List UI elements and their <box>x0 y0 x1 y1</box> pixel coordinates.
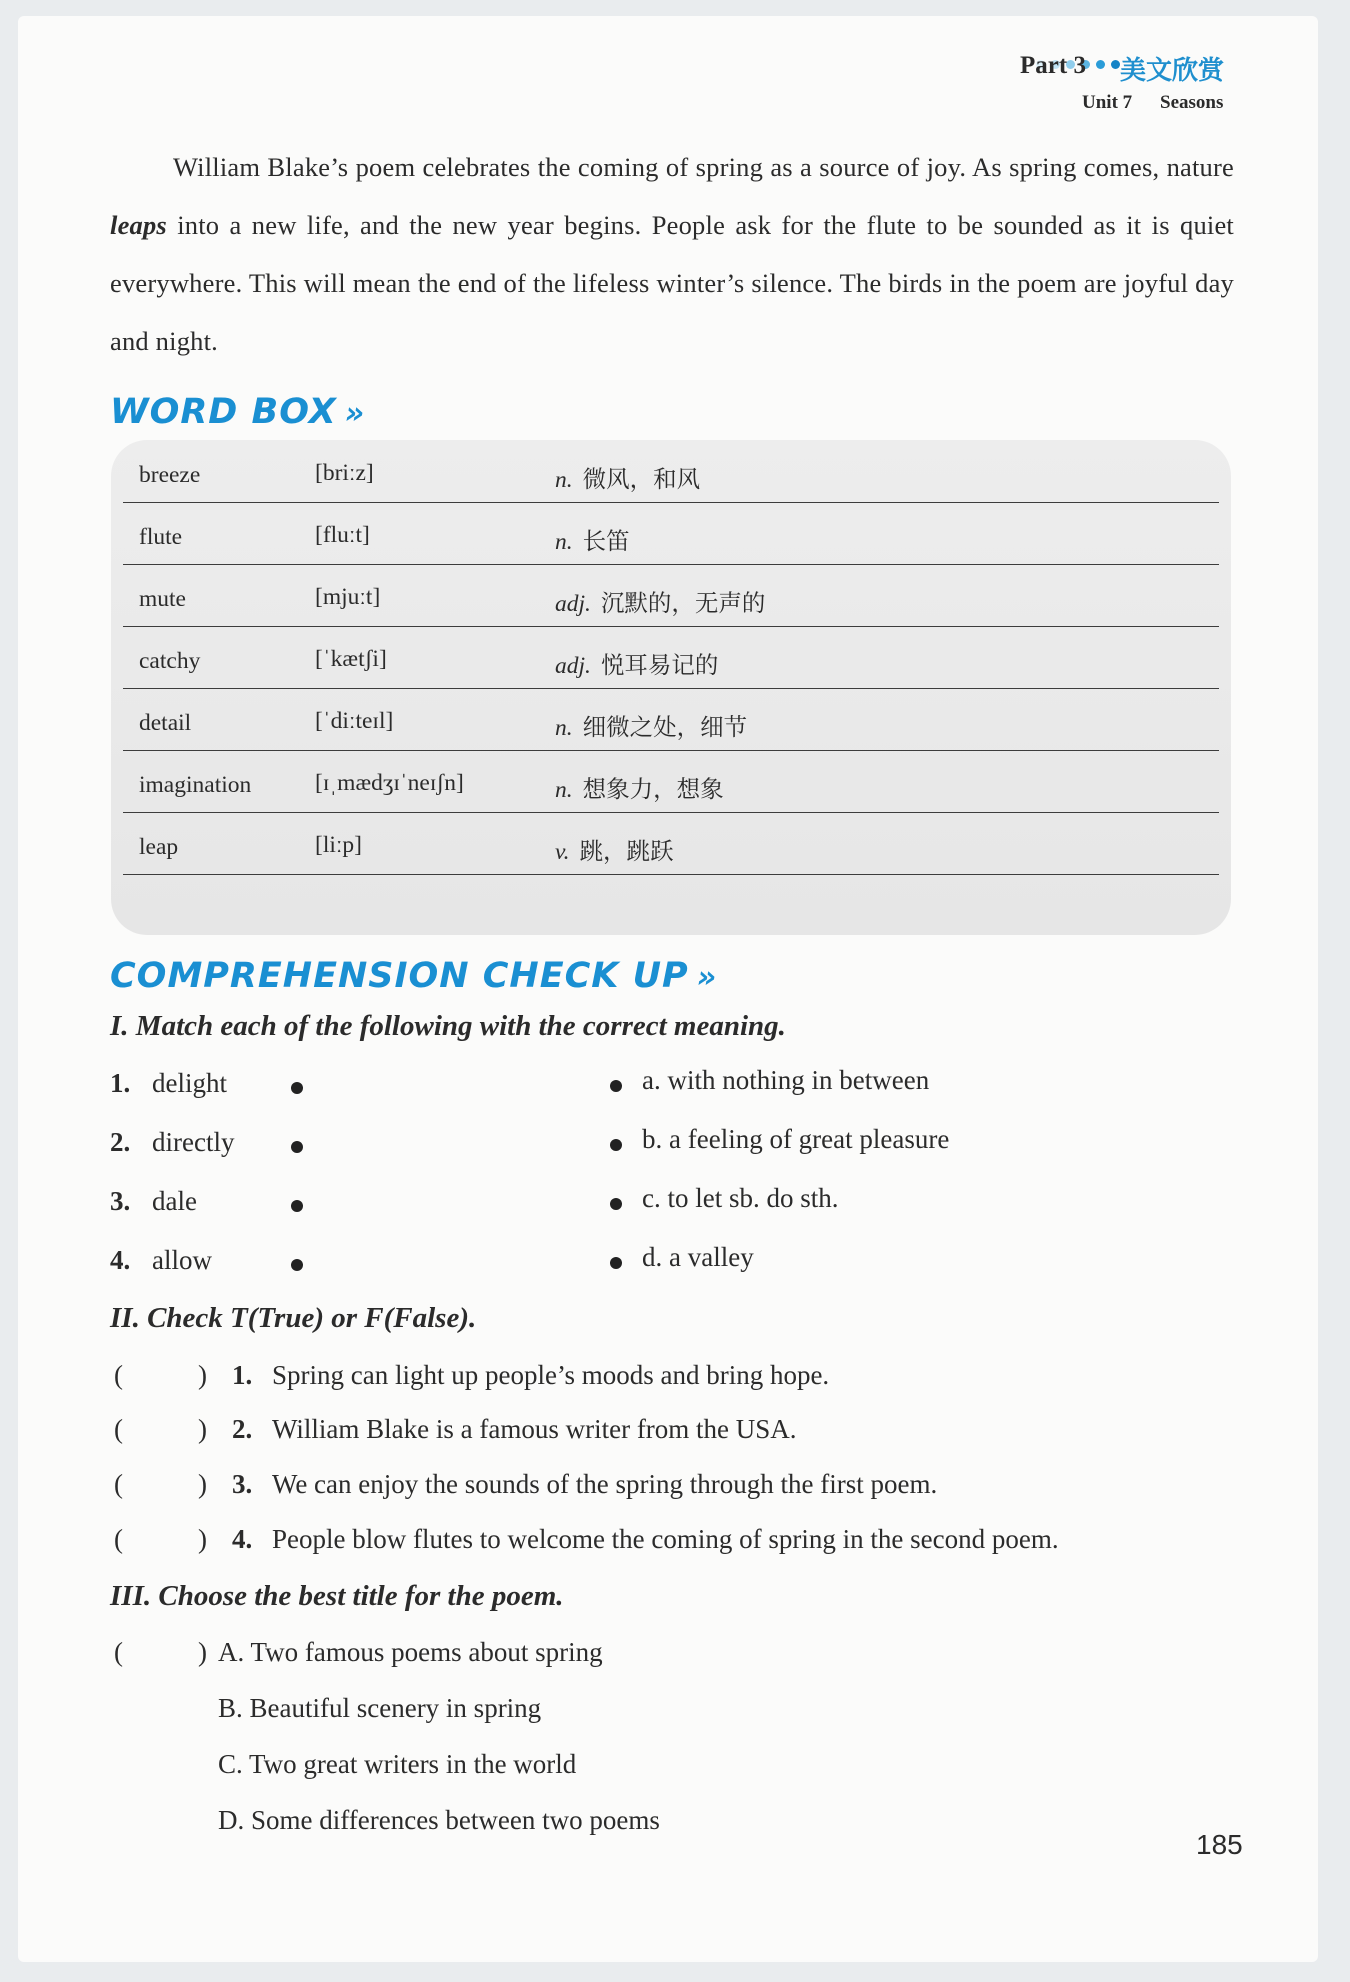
choice-option[interactable]: B. Beautiful scenery in spring <box>218 1693 542 1723</box>
header-dot <box>1096 60 1105 69</box>
match-word: dale <box>152 1186 197 1216</box>
header-part-chinese: 美文欣赏 <box>1120 56 1225 86</box>
word-definition: 细微之处，细节 <box>582 713 748 741</box>
header-unit: Unit 7 <box>1082 92 1133 113</box>
match-row <box>110 1183 1110 1226</box>
answer-bracket-open: ( <box>114 1524 123 1554</box>
word-phonetic: [briːz] <box>315 460 374 486</box>
word-meaning <box>555 460 700 494</box>
match-word: delight <box>152 1068 227 1098</box>
word-pos: v. <box>555 839 570 865</box>
word-phonetic: [ɪˌmædʒɪˈneɪʃn] <box>315 770 464 796</box>
match-left-dot[interactable] <box>291 1141 303 1153</box>
word-definition: 想象力，想象 <box>582 775 724 803</box>
statement-text: Spring can light up people’s moods and bring hope. <box>272 1360 830 1390</box>
match-definition: d. a valley <box>642 1242 754 1272</box>
intro-emphasis: leaps <box>110 210 167 240</box>
match-row <box>110 1124 1110 1167</box>
match-definition: c. to let sb. do sth. <box>642 1183 839 1213</box>
answer-bracket-close: ) <box>198 1637 207 1667</box>
word-term: mute <box>139 586 186 612</box>
match-word: allow <box>152 1245 212 1275</box>
word-phonetic: [mjuːt] <box>315 584 381 610</box>
word-row <box>123 750 1219 813</box>
intro-text-start: William Blake’s poem celebrates the coming of spring as a source of joy. As spring comes, nature <box>173 152 1234 182</box>
word-box-title <box>110 392 365 432</box>
word-meaning <box>555 584 765 618</box>
statement-text: We can enjoy the sounds of the spring through the first poem. <box>272 1469 938 1499</box>
statement-number: 2. <box>232 1414 253 1444</box>
match-right-dot[interactable] <box>610 1257 622 1269</box>
word-term: catchy <box>139 648 201 674</box>
word-definition: 微风，和风 <box>582 465 701 493</box>
word-row <box>123 688 1219 751</box>
word-meaning <box>555 770 724 804</box>
match-right-dot[interactable] <box>610 1198 622 1210</box>
word-meaning <box>555 522 630 556</box>
word-meaning <box>555 832 674 866</box>
choice-option[interactable]: D. Some differences between two poems <box>218 1805 660 1835</box>
word-term: imagination <box>139 772 252 798</box>
word-pos: n. <box>555 715 573 741</box>
match-number: 2. <box>110 1127 131 1157</box>
word-pos: n. <box>555 467 573 493</box>
word-phonetic: [liːp] <box>315 832 362 858</box>
word-meaning <box>555 646 718 680</box>
match-definition: a. with nothing in between <box>642 1065 930 1095</box>
word-row <box>123 564 1219 627</box>
word-term: breeze <box>139 462 201 488</box>
statement-text: William Blake is a famous writer from the USA. <box>272 1414 797 1444</box>
answer-bracket-open[interactable]: ( <box>114 1637 123 1667</box>
word-phonetic: [fluːt] <box>315 522 370 548</box>
word-pos: adj. <box>555 591 591 617</box>
word-meaning <box>555 708 747 742</box>
word-row <box>123 502 1219 565</box>
header-dot <box>1111 60 1120 69</box>
word-pos: adj. <box>555 653 591 679</box>
match-word: directly <box>152 1127 235 1157</box>
answer-bracket-open: ( <box>114 1360 123 1390</box>
part-2-heading: II. Check T(True) or F(False). <box>110 1302 477 1334</box>
word-box-title-text: WORD BOX <box>110 392 337 432</box>
statement-number: 4. <box>232 1524 253 1554</box>
word-row <box>123 626 1219 689</box>
intro-paragraph <box>110 138 1234 370</box>
word-term: detail <box>139 710 192 736</box>
word-term: flute <box>139 524 183 550</box>
chevron-right-icon: » <box>696 960 718 995</box>
statement-text: People blow flutes to welcome the coming of spring in the second poem. <box>272 1524 1059 1554</box>
word-pos: n. <box>555 529 573 555</box>
part-1-heading: I. Match each of the following with the correct meaning. <box>110 1010 786 1042</box>
choice-option[interactable]: A. Two famous poems about spring <box>218 1637 603 1667</box>
statement-number: 1. <box>232 1360 253 1390</box>
answer-bracket-close: ) <box>198 1414 207 1444</box>
chevron-right-icon: » <box>344 396 366 431</box>
word-row <box>123 440 1219 503</box>
match-left-dot[interactable] <box>291 1200 303 1212</box>
word-row <box>123 812 1219 875</box>
answer-bracket-close: ) <box>198 1469 207 1499</box>
page-number: 185 <box>1196 1829 1243 1860</box>
part-3-heading: III. Choose the best title for the poem. <box>110 1580 564 1612</box>
word-pos: n. <box>555 777 573 803</box>
answer-bracket-close: ) <box>198 1360 207 1390</box>
answer-bracket-close: ) <box>198 1524 207 1554</box>
word-definition: 跳，跳跃 <box>579 837 674 865</box>
match-left-dot[interactable] <box>291 1259 303 1271</box>
match-number: 1. <box>110 1068 131 1098</box>
word-phonetic: [ˈdiːteɪl] <box>315 708 394 734</box>
word-box <box>111 440 1231 935</box>
match-left-dot[interactable] <box>291 1082 303 1094</box>
header-part: Part 3 <box>1020 52 1086 79</box>
word-definition: 长笛 <box>582 527 630 555</box>
word-term: leap <box>139 834 179 860</box>
match-number: 4. <box>110 1245 131 1275</box>
answer-bracket-open: ( <box>114 1414 123 1444</box>
match-row <box>110 1065 1110 1108</box>
choice-option[interactable]: C. Two great writers in the world <box>218 1749 577 1779</box>
word-definition: 悦耳易记的 <box>600 651 719 679</box>
answer-bracket-open: ( <box>114 1469 123 1499</box>
match-number: 3. <box>110 1186 131 1216</box>
comprehension-title-text: COMPREHENSION CHECK UP <box>110 956 689 996</box>
match-definition: b. a feeling of great pleasure <box>642 1124 950 1154</box>
word-phonetic: [ˈkætʃi] <box>315 646 387 672</box>
statement-number: 3. <box>232 1469 253 1499</box>
intro-text-end: into a new life, and the new year begins. People ask for the flute to be sounded as it is quiet everywhere. This will mean the end of the lifeless winter’s silence. The birds in the poem are joyful day and night. <box>110 210 1234 356</box>
match-row <box>110 1242 1110 1285</box>
header-topic: Seasons <box>1160 92 1224 113</box>
match-right-dot[interactable] <box>610 1139 622 1151</box>
word-definition: 沉默的，无声的 <box>600 589 766 617</box>
comprehension-title <box>110 956 717 996</box>
match-right-dot[interactable] <box>610 1080 622 1092</box>
